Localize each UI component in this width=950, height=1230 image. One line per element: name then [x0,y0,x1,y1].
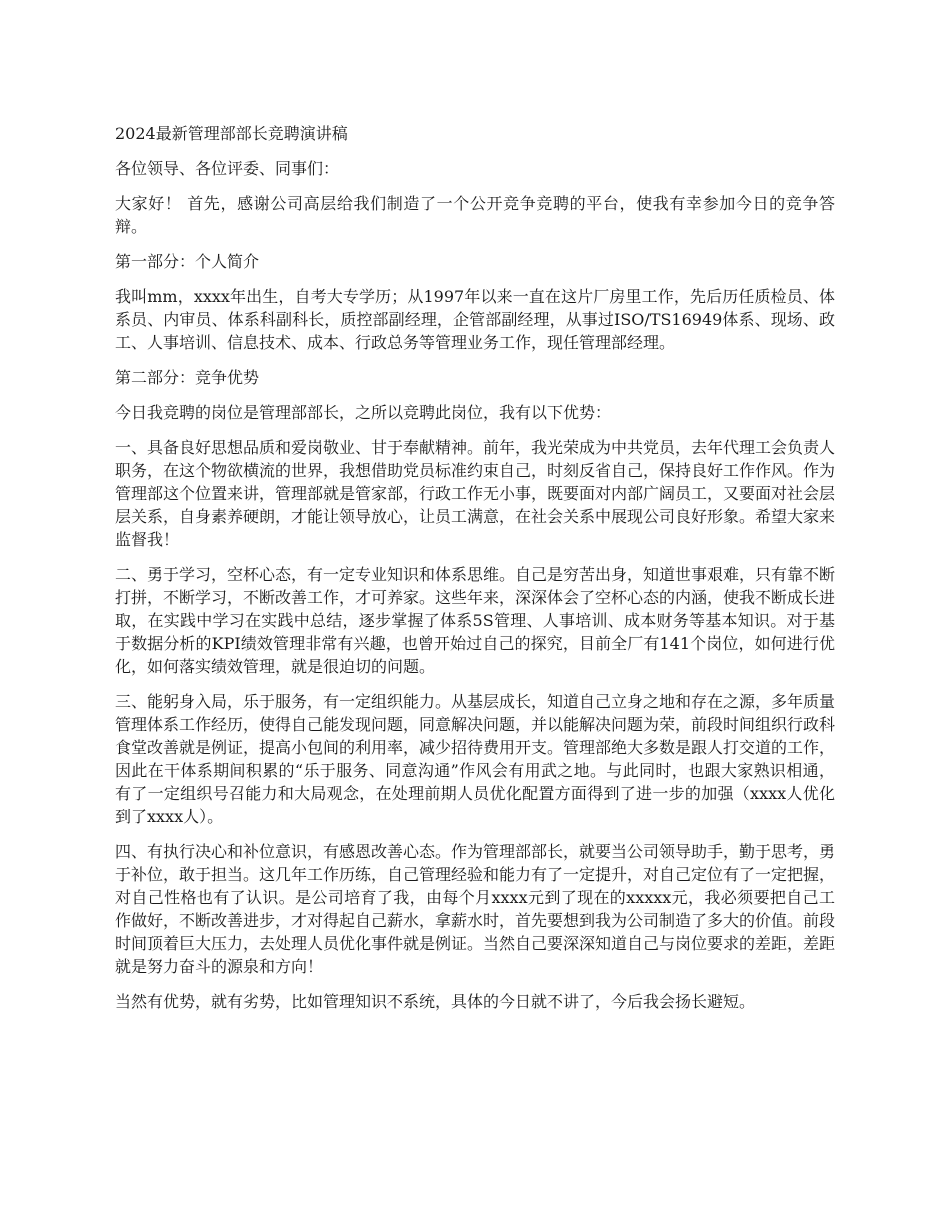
section-heading-advantages: 第二部分：竞争优势 [115,368,260,387]
salutation: 各位领导、各位评委、同事们： [115,159,340,178]
paragraph-advantage-3: 三、能躬身入局，乐于服务，有一定组织能力。从基层成长，知道自己立身之地和存在之源，多年质量管理体系工作经历，使得自己能发现问题，同意解决问题，并以能解决问题为荣，前段时间组织行政科食堂改善就是例证，提高小包间的利用率，减少招待费用开支。管理部绝大多数是跟人打交道的工作，因此在干体系期间积累的“乐于服务、同意沟通”作风会有用武之地。与此同时，也跟大家熟识相通，有了一定组织号召能力和大局观念，在处理前期人员优化配置方面得到了进一步的加强（xxxx人优化到了xxxx人）。 [115,692,836,826]
document-body [115,122,835,1025]
paragraph-personal-intro: 我叫mm，xxxx年出生，自考大专学历；从1997年以来一直在这片厂房里工作，先后历任质检员、体系员、内审员、体系科副科长，质控部副经理，企管部副经理，从事过ISO/TS16949体系、现场、政工、人事培训、信息技术、成本、行政总务等管理业务工作，现任管理部经理。 [115,287,835,352]
section-heading-personal-intro: 第一部分：个人简介 [115,252,260,271]
paragraph-conclusion: 当然有优势，就有劣势，比如管理知识不系统，具体的今日就不讲了，今后我会扬长避短。 [115,992,756,1011]
paragraph-greeting: 大家好！ 首先，感谢公司高层给我们制造了一个公开竞争竞聘的平台，使我有幸参加今日的竞争答辩。 [115,194,835,236]
paragraph-advantage-1: 一、具备良好思想品质和爱岗敬业、甘于奉献精神。前年，我光荣成为中共党员，去年代理工会负责人职务，在这个物欲横流的世界，我想借助党员标准约束自己，时刻反省自己，保持良好工作作风。作为管理部这个位置来讲，管理部就是管家部，行政工作无小事，既要面对内部广阔员工，又要面对社会层层关系，自身素养硬朗，才能让领导放心，让员工满意，在社会关系中展现公司良好形象。希望大家来监督我！ [115,438,836,549]
paragraph-advantage-2: 二、勇于学习，空杯心态，有一定专业知识和体系思维。自己是穷苦出身，知道世事艰难，只有靠不断打拼，不断学习，不断改善工作，才可养家。这些年来，深深体会了空杯心态的内涵，使我不断成长进取，在实践中学习在实践中总结，逐步掌握了体系5S管理、人事培训、成本财务等基本知识。对于基于数据分析的KPI绩效管理非常有兴趣，也曾开始过自己的探究，目前全厂有141个岗位，如何进行优化，如何落实绩效管理，就是很迫切的问题。 [115,565,836,676]
paragraph-advantage-4: 四、有执行决心和补位意识，有感恩改善心态。作为管理部部长，就要当公司领导助手，勤于思考，勇于补位，敢于担当。这几年工作历练，自己管理经验和能力有了一定提升，对自己定位有了一定把握，对自己性格也有了认识。是公司培育了我，由每个月xxxx元到了现在的xxxxx元，我必须要把自己工作做好，不断改善进步，才对得起自己薪水，拿薪水时，首先要想到我为公司制造了多大的价值。前段时间顶着巨大压力，去处理人员优化事件就是例证。当然自己要深深知道自己与岗位要求的差距，差距就是努力奋斗的源泉和方向！ [115,842,836,976]
paragraph-advantages-intro: 今日我竞聘的岗位是管理部部长，之所以竞聘此岗位，我有以下优势： [115,403,612,422]
document-title: 2024最新管理部部长竞聘演讲稿 [115,124,348,143]
